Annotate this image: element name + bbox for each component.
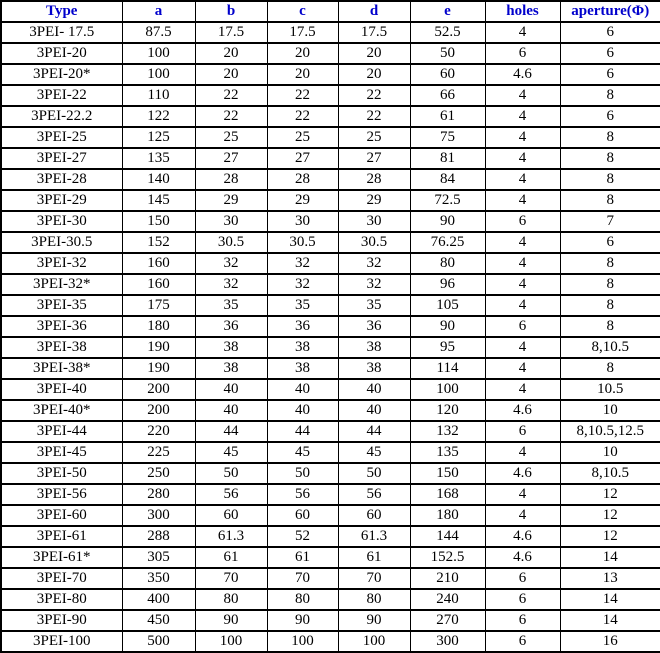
value-cell: 87.5	[122, 22, 195, 43]
value-cell: 135	[410, 442, 485, 463]
value-cell: 300	[122, 505, 195, 526]
value-cell: 4	[485, 295, 560, 316]
value-cell: 14	[560, 547, 660, 568]
value-cell: 270	[410, 610, 485, 631]
value-cell: 22	[338, 85, 410, 106]
table-row	[1, 316, 660, 337]
value-cell: 38	[267, 337, 338, 358]
value-cell: 175	[122, 295, 195, 316]
value-cell: 4.6	[485, 64, 560, 85]
value-cell: 4	[485, 484, 560, 505]
value-cell: 4	[485, 169, 560, 190]
value-cell: 300	[410, 631, 485, 652]
value-cell: 100	[410, 379, 485, 400]
value-cell: 32	[338, 253, 410, 274]
value-cell: 125	[122, 127, 195, 148]
value-cell: 20	[195, 64, 267, 85]
value-cell: 22	[195, 85, 267, 106]
type-cell: 3PEI-40*	[1, 400, 122, 421]
value-cell: 190	[122, 358, 195, 379]
value-cell: 10	[560, 442, 660, 463]
value-cell: 17.5	[267, 22, 338, 43]
value-cell: 22	[267, 85, 338, 106]
value-cell: 8,10.5,12.5	[560, 421, 660, 442]
column-header: Type	[1, 1, 122, 22]
table-row	[1, 505, 660, 526]
value-cell: 32	[267, 253, 338, 274]
value-cell: 210	[410, 568, 485, 589]
value-cell: 60	[195, 505, 267, 526]
type-cell: 3PEI-30.5	[1, 232, 122, 253]
value-cell: 20	[267, 64, 338, 85]
value-cell: 84	[410, 169, 485, 190]
value-cell: 72.5	[410, 190, 485, 211]
value-cell: 95	[410, 337, 485, 358]
value-cell: 150	[410, 463, 485, 484]
column-header: b	[195, 1, 267, 22]
value-cell: 20	[338, 64, 410, 85]
value-cell: 32	[195, 274, 267, 295]
table-row	[1, 22, 660, 43]
type-cell: 3PEI-20*	[1, 64, 122, 85]
type-cell: 3PEI-32*	[1, 274, 122, 295]
value-cell: 8	[560, 190, 660, 211]
value-cell: 30	[195, 211, 267, 232]
value-cell: 29	[338, 190, 410, 211]
value-cell: 12	[560, 526, 660, 547]
value-cell: 25	[338, 127, 410, 148]
value-cell: 90	[195, 610, 267, 631]
type-cell: 3PEI-27	[1, 148, 122, 169]
type-cell: 3PEI-29	[1, 190, 122, 211]
type-cell: 3PEI-56	[1, 484, 122, 505]
value-cell: 4	[485, 505, 560, 526]
table-row	[1, 211, 660, 232]
table-row	[1, 253, 660, 274]
value-cell: 20	[195, 43, 267, 64]
value-cell: 6	[560, 43, 660, 64]
value-cell: 27	[267, 148, 338, 169]
value-cell: 110	[122, 85, 195, 106]
value-cell: 40	[267, 379, 338, 400]
table-row	[1, 148, 660, 169]
value-cell: 20	[267, 43, 338, 64]
value-cell: 240	[410, 589, 485, 610]
table-row	[1, 379, 660, 400]
value-cell: 28	[338, 169, 410, 190]
type-cell: 3PEI-20	[1, 43, 122, 64]
value-cell: 81	[410, 148, 485, 169]
value-cell: 61.3	[338, 526, 410, 547]
table-row	[1, 610, 660, 631]
value-cell: 50	[338, 463, 410, 484]
value-cell: 4	[485, 442, 560, 463]
value-cell: 8,10.5	[560, 337, 660, 358]
value-cell: 4.6	[485, 463, 560, 484]
value-cell: 75	[410, 127, 485, 148]
value-cell: 8	[560, 169, 660, 190]
column-header: a	[122, 1, 195, 22]
value-cell: 30.5	[338, 232, 410, 253]
table-row	[1, 631, 660, 652]
value-cell: 32	[267, 274, 338, 295]
column-header: holes	[485, 1, 560, 22]
value-cell: 6	[560, 106, 660, 127]
value-cell: 8	[560, 295, 660, 316]
value-cell: 13	[560, 568, 660, 589]
table-row	[1, 421, 660, 442]
value-cell: 305	[122, 547, 195, 568]
value-cell: 4.6	[485, 526, 560, 547]
value-cell: 145	[122, 190, 195, 211]
type-cell: 3PEI-40	[1, 379, 122, 400]
type-cell: 3PEI-28	[1, 169, 122, 190]
value-cell: 66	[410, 85, 485, 106]
type-cell: 3PEI-38*	[1, 358, 122, 379]
value-cell: 56	[195, 484, 267, 505]
value-cell: 40	[195, 400, 267, 421]
value-cell: 6	[485, 589, 560, 610]
value-cell: 38	[195, 337, 267, 358]
type-cell: 3PEI-61	[1, 526, 122, 547]
value-cell: 32	[338, 274, 410, 295]
value-cell: 60	[267, 505, 338, 526]
value-cell: 4	[485, 190, 560, 211]
value-cell: 250	[122, 463, 195, 484]
value-cell: 225	[122, 442, 195, 463]
value-cell: 61	[267, 547, 338, 568]
value-cell: 70	[267, 568, 338, 589]
value-cell: 96	[410, 274, 485, 295]
value-cell: 28	[267, 169, 338, 190]
value-cell: 144	[410, 526, 485, 547]
value-cell: 4	[485, 379, 560, 400]
type-cell: 3PEI-100	[1, 631, 122, 652]
value-cell: 4	[485, 232, 560, 253]
value-cell: 350	[122, 568, 195, 589]
value-cell: 135	[122, 148, 195, 169]
value-cell: 80	[410, 253, 485, 274]
value-cell: 70	[195, 568, 267, 589]
value-cell: 22	[338, 106, 410, 127]
value-cell: 30	[267, 211, 338, 232]
table-row	[1, 589, 660, 610]
type-cell: 3PEI-61*	[1, 547, 122, 568]
type-cell: 3PEI-70	[1, 568, 122, 589]
header-row	[1, 1, 660, 22]
value-cell: 40	[338, 379, 410, 400]
value-cell: 4	[485, 358, 560, 379]
value-cell: 40	[267, 400, 338, 421]
value-cell: 25	[267, 127, 338, 148]
value-cell: 14	[560, 610, 660, 631]
column-header: aperture(Φ)	[560, 1, 660, 22]
value-cell: 10	[560, 400, 660, 421]
column-header: e	[410, 1, 485, 22]
value-cell: 60	[410, 64, 485, 85]
table-row	[1, 463, 660, 484]
value-cell: 29	[267, 190, 338, 211]
type-cell: 3PEI-22	[1, 85, 122, 106]
value-cell: 140	[122, 169, 195, 190]
value-cell: 27	[338, 148, 410, 169]
value-cell: 50	[410, 43, 485, 64]
value-cell: 6	[560, 64, 660, 85]
value-cell: 180	[410, 505, 485, 526]
value-cell: 8	[560, 274, 660, 295]
value-cell: 35	[338, 295, 410, 316]
value-cell: 36	[267, 316, 338, 337]
value-cell: 4	[485, 337, 560, 358]
value-cell: 4	[485, 148, 560, 169]
type-cell: 3PEI-32	[1, 253, 122, 274]
value-cell: 400	[122, 589, 195, 610]
value-cell: 152	[122, 232, 195, 253]
value-cell: 25	[195, 127, 267, 148]
value-cell: 28	[195, 169, 267, 190]
value-cell: 22	[195, 106, 267, 127]
value-cell: 12	[560, 484, 660, 505]
value-cell: 4	[485, 127, 560, 148]
value-cell: 6	[560, 232, 660, 253]
table-row	[1, 358, 660, 379]
value-cell: 4	[485, 22, 560, 43]
value-cell: 40	[195, 379, 267, 400]
value-cell: 38	[195, 358, 267, 379]
value-cell: 8	[560, 148, 660, 169]
value-cell: 152.5	[410, 547, 485, 568]
value-cell: 168	[410, 484, 485, 505]
value-cell: 105	[410, 295, 485, 316]
table-row	[1, 484, 660, 505]
value-cell: 160	[122, 274, 195, 295]
value-cell: 50	[195, 463, 267, 484]
value-cell: 70	[338, 568, 410, 589]
value-cell: 44	[267, 421, 338, 442]
value-cell: 32	[195, 253, 267, 274]
value-cell: 6	[485, 631, 560, 652]
table-row	[1, 568, 660, 589]
value-cell: 60	[338, 505, 410, 526]
value-cell: 35	[267, 295, 338, 316]
value-cell: 36	[338, 316, 410, 337]
value-cell: 36	[195, 316, 267, 337]
table-row	[1, 127, 660, 148]
table-row	[1, 169, 660, 190]
value-cell: 45	[267, 442, 338, 463]
value-cell: 38	[338, 358, 410, 379]
value-cell: 40	[338, 400, 410, 421]
table-row	[1, 526, 660, 547]
value-cell: 90	[338, 610, 410, 631]
type-cell: 3PEI-45	[1, 442, 122, 463]
value-cell: 8	[560, 85, 660, 106]
value-cell: 35	[195, 295, 267, 316]
value-cell: 200	[122, 379, 195, 400]
value-cell: 61	[338, 547, 410, 568]
table-row	[1, 85, 660, 106]
value-cell: 4.6	[485, 547, 560, 568]
value-cell: 56	[267, 484, 338, 505]
value-cell: 190	[122, 337, 195, 358]
type-cell: 3PEI-35	[1, 295, 122, 316]
value-cell: 180	[122, 316, 195, 337]
value-cell: 30.5	[195, 232, 267, 253]
value-cell: 52	[267, 526, 338, 547]
table-row	[1, 295, 660, 316]
table-row	[1, 337, 660, 358]
value-cell: 16	[560, 631, 660, 652]
table-row	[1, 442, 660, 463]
value-cell: 160	[122, 253, 195, 274]
table-body	[1, 22, 660, 652]
value-cell: 6	[485, 421, 560, 442]
table-row	[1, 43, 660, 64]
column-header: c	[267, 1, 338, 22]
value-cell: 8	[560, 316, 660, 337]
value-cell: 80	[267, 589, 338, 610]
value-cell: 450	[122, 610, 195, 631]
value-cell: 150	[122, 211, 195, 232]
value-cell: 280	[122, 484, 195, 505]
value-cell: 6	[485, 43, 560, 64]
value-cell: 6	[485, 610, 560, 631]
type-cell: 3PEI-44	[1, 421, 122, 442]
value-cell: 200	[122, 400, 195, 421]
value-cell: 52.5	[410, 22, 485, 43]
value-cell: 4	[485, 85, 560, 106]
value-cell: 4.6	[485, 400, 560, 421]
value-cell: 122	[122, 106, 195, 127]
value-cell: 76.25	[410, 232, 485, 253]
value-cell: 61	[195, 547, 267, 568]
value-cell: 8	[560, 127, 660, 148]
value-cell: 220	[122, 421, 195, 442]
value-cell: 38	[338, 337, 410, 358]
type-cell: 3PEI-22.2	[1, 106, 122, 127]
value-cell: 56	[338, 484, 410, 505]
type-cell: 3PEI-90	[1, 610, 122, 631]
value-cell: 6	[485, 211, 560, 232]
value-cell: 100	[195, 631, 267, 652]
value-cell: 17.5	[338, 22, 410, 43]
value-cell: 90	[267, 610, 338, 631]
value-cell: 61	[410, 106, 485, 127]
value-cell: 80	[195, 589, 267, 610]
value-cell: 6	[560, 22, 660, 43]
value-cell: 8	[560, 358, 660, 379]
value-cell: 45	[195, 442, 267, 463]
value-cell: 120	[410, 400, 485, 421]
value-cell: 8,10.5	[560, 463, 660, 484]
table-row	[1, 400, 660, 421]
value-cell: 100	[122, 43, 195, 64]
value-cell: 50	[267, 463, 338, 484]
value-cell: 14	[560, 589, 660, 610]
value-cell: 61.3	[195, 526, 267, 547]
value-cell: 8	[560, 253, 660, 274]
value-cell: 114	[410, 358, 485, 379]
type-cell: 3PEI-60	[1, 505, 122, 526]
type-cell: 3PEI-30	[1, 211, 122, 232]
value-cell: 80	[338, 589, 410, 610]
type-cell: 3PEI-38	[1, 337, 122, 358]
value-cell: 29	[195, 190, 267, 211]
value-cell: 44	[195, 421, 267, 442]
value-cell: 17.5	[195, 22, 267, 43]
value-cell: 6	[485, 568, 560, 589]
value-cell: 6	[485, 316, 560, 337]
value-cell: 30.5	[267, 232, 338, 253]
type-cell: 3PEI-50	[1, 463, 122, 484]
value-cell: 100	[122, 64, 195, 85]
value-cell: 7	[560, 211, 660, 232]
value-cell: 38	[267, 358, 338, 379]
table-row	[1, 547, 660, 568]
value-cell: 90	[410, 211, 485, 232]
value-cell: 288	[122, 526, 195, 547]
value-cell: 30	[338, 211, 410, 232]
value-cell: 4	[485, 106, 560, 127]
value-cell: 12	[560, 505, 660, 526]
table-row	[1, 190, 660, 211]
table-row	[1, 64, 660, 85]
value-cell: 22	[267, 106, 338, 127]
value-cell: 44	[338, 421, 410, 442]
type-cell: 3PEI-25	[1, 127, 122, 148]
type-cell: 3PEI- 17.5	[1, 22, 122, 43]
type-cell: 3PEI-36	[1, 316, 122, 337]
table-row	[1, 274, 660, 295]
value-cell: 100	[267, 631, 338, 652]
value-cell: 4	[485, 274, 560, 295]
type-cell: 3PEI-80	[1, 589, 122, 610]
value-cell: 90	[410, 316, 485, 337]
value-cell: 27	[195, 148, 267, 169]
value-cell: 100	[338, 631, 410, 652]
value-cell: 132	[410, 421, 485, 442]
table-row	[1, 232, 660, 253]
column-header: d	[338, 1, 410, 22]
value-cell: 20	[338, 43, 410, 64]
value-cell: 500	[122, 631, 195, 652]
value-cell: 10.5	[560, 379, 660, 400]
value-cell: 45	[338, 442, 410, 463]
table-row	[1, 106, 660, 127]
value-cell: 4	[485, 253, 560, 274]
